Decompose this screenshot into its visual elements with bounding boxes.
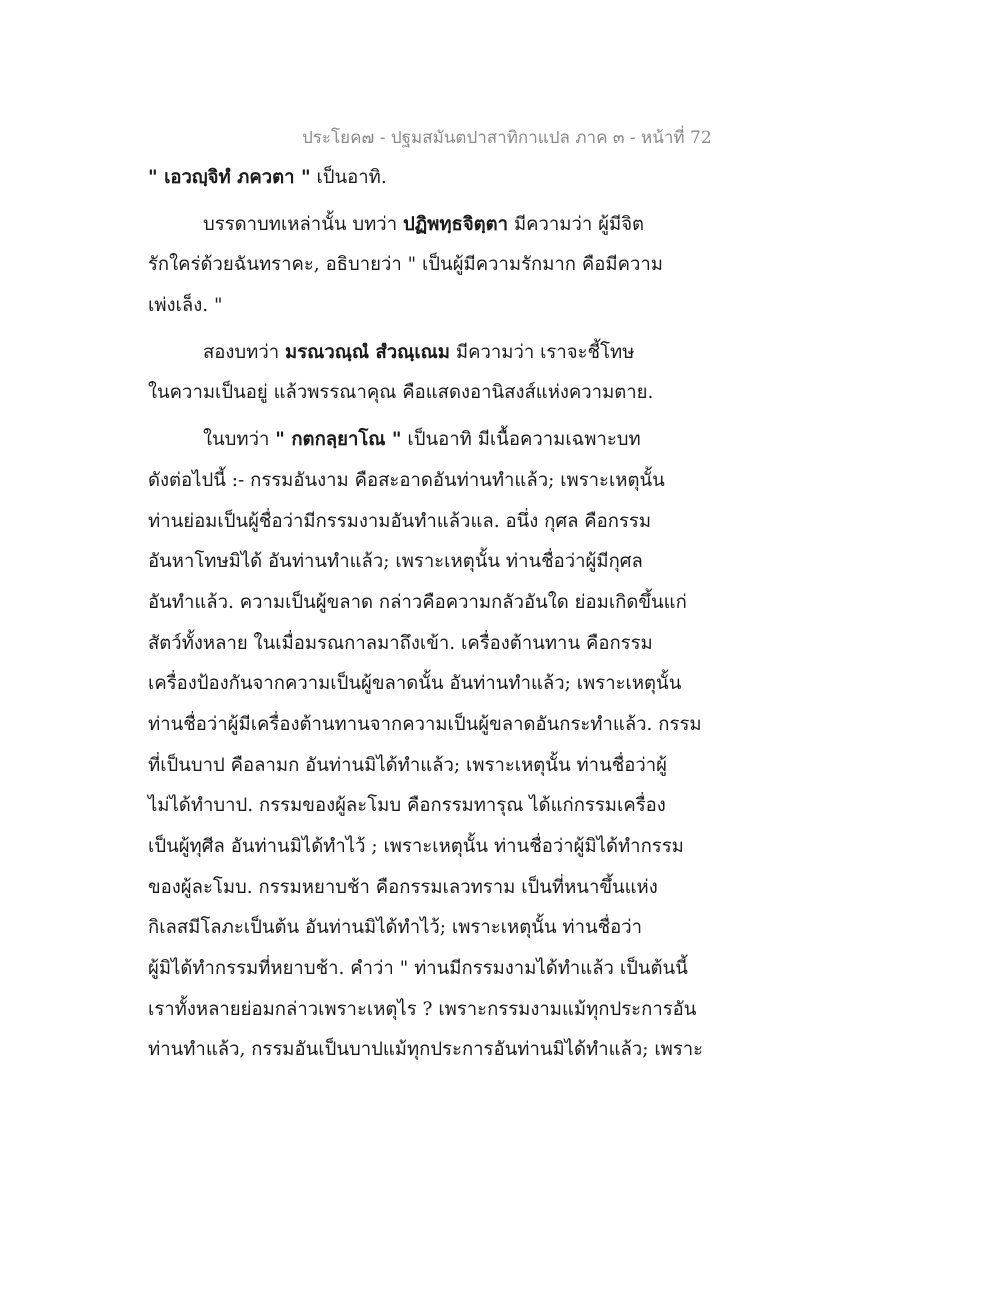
pali-term: " เอวญฺจิทํ ภควตา " <box>148 167 311 188</box>
text-span: บรรดาบทเหล่านั้น บทว่า <box>203 213 403 235</box>
paragraph-3-line-1 <box>148 333 723 374</box>
pali-term: " กตกลฺยาโณ " <box>275 429 402 451</box>
paragraph-4-line-4: อันหาโทษมิได้ อันท่านทำแล้ว; เพราะเหตุนั้น ท่านชื่อว่าผู้มีกุศล <box>148 551 643 573</box>
text-span: มีความว่า เราจะชี้โทษ <box>450 341 635 363</box>
paragraph-4-line-9: ที่เป็นบาป คือลามก อันท่านมิได้ทำแล้ว; เพราะเหตุนั้น ท่านชื่อว่าผู้ <box>148 754 667 776</box>
text-span: เป็นอาทิ มีเนื้อความเฉพาะบท <box>401 429 641 451</box>
text-span: ในบทว่า <box>203 429 276 451</box>
paragraph-4-line-3: ท่านย่อมเป็นผู้ชื่อว่ามีกรรมงามอันทำแล้วแล. อนึ่ง กุศล คือกรรม <box>148 510 652 532</box>
paragraph-2-line-2: รักใคร่ด้วยฉันทราคะ, อธิบายว่า " เป็นผู้มีความรักมาก คือมีความ <box>148 254 663 276</box>
body-text <box>148 158 723 1071</box>
paragraph-4-line-6: สัตว์ทั้งหลาย ในเมื่อมรณกาลมาถึงเข้า. เครื่องต้านทาน คือกรรม <box>148 632 653 654</box>
paragraph-1-line-1 <box>148 158 723 199</box>
text-span: มีความว่า ผู้มีจิต <box>508 213 645 235</box>
paragraph-4-line-15: เราทั้งหลายย่อมกล่าวเพราะเหตุไร ? เพราะกรรมงามแม้ทุกประการอัน <box>148 998 697 1020</box>
paragraph-4-line-8: ท่านชื่อว่าผู้มีเครื่องต้านทานจากความเป็นผู้ขลาดอันกระทำแล้ว. กรรม <box>148 713 702 735</box>
paragraph-4-line-14: ผู้มิได้ทำกรรมที่หยาบช้า. คำว่า " ท่านมีกรรมงามได้ทำแล้ว เป็นต้นนี้ <box>148 958 688 980</box>
paragraph-2-line-1 <box>148 205 723 246</box>
paragraph-4-line-10: ไม่ได้ทำบาป. กรรมของผู้ละโมบ คือกรรมทารุณ ได้แก่กรรมเครื่อง <box>148 795 666 817</box>
running-header: ประโยค๗ - ปฐมสมันตปาสาทิกาแปล ภาค ๓ - หน้าที่ 72 <box>302 128 712 148</box>
paragraph-3-line-2: ในความเป็นอยู่ แล้วพรรณาคุณ คือแสดงอานิสงส์แห่งความตาย. <box>148 382 654 404</box>
paragraph-4-line-13: กิเลสมีโลภะเป็นต้น อันท่านมิได้ทำไว้; เพราะเหตุนั้น ท่านชื่อว่า <box>148 917 643 939</box>
paragraph-4-line-7: เครื่องป้องกันจากความเป็นผู้ขลาดนั้น อันท่านทำแล้ว; เพราะเหตุนั้น <box>148 673 682 695</box>
paragraph-4-line-1 <box>148 420 723 461</box>
pali-term: ปฏิพทฺธจิตฺตา <box>402 213 509 235</box>
paragraph-4-line-12: ของผู้ละโมบ. กรรมหยาบช้า คือกรรมเลวทราม เป็นที่หนาขึ้นแห่ง <box>148 876 658 898</box>
paragraph-4-line-2: ดังต่อไปนี้ :- กรรมอันงาม คือสะอาดอันท่านทำแล้ว; เพราะเหตุนั้น <box>148 469 665 491</box>
pali-term: มรณวณฺณํ สํวณฺเณม <box>285 341 451 363</box>
paragraph-4-line-5: อันทำแล้ว. ความเป็นผู้ขลาด กล่าวคือความกลัวอันใด ย่อมเกิดขึ้นแก่ <box>148 591 687 613</box>
paragraph-4-line-16: ท่านทำแล้ว, กรรมอันเป็นบาปแม้ทุกประการอันท่านมิได้ทำแล้ว; เพราะ <box>148 1039 704 1061</box>
text-span: สองบทว่า <box>203 341 286 363</box>
paragraph-2-line-3: เพ่งเล็ง. " <box>148 295 223 317</box>
paragraph-4-line-11: เป็นผู้ทุศีล อันท่านมิได้ทำไว้ ; เพราะเหตุนั้น ท่านชื่อว่าผู้มิได้ทำกรรม <box>148 836 684 857</box>
text-span: เป็นอาทิ. <box>310 167 387 188</box>
